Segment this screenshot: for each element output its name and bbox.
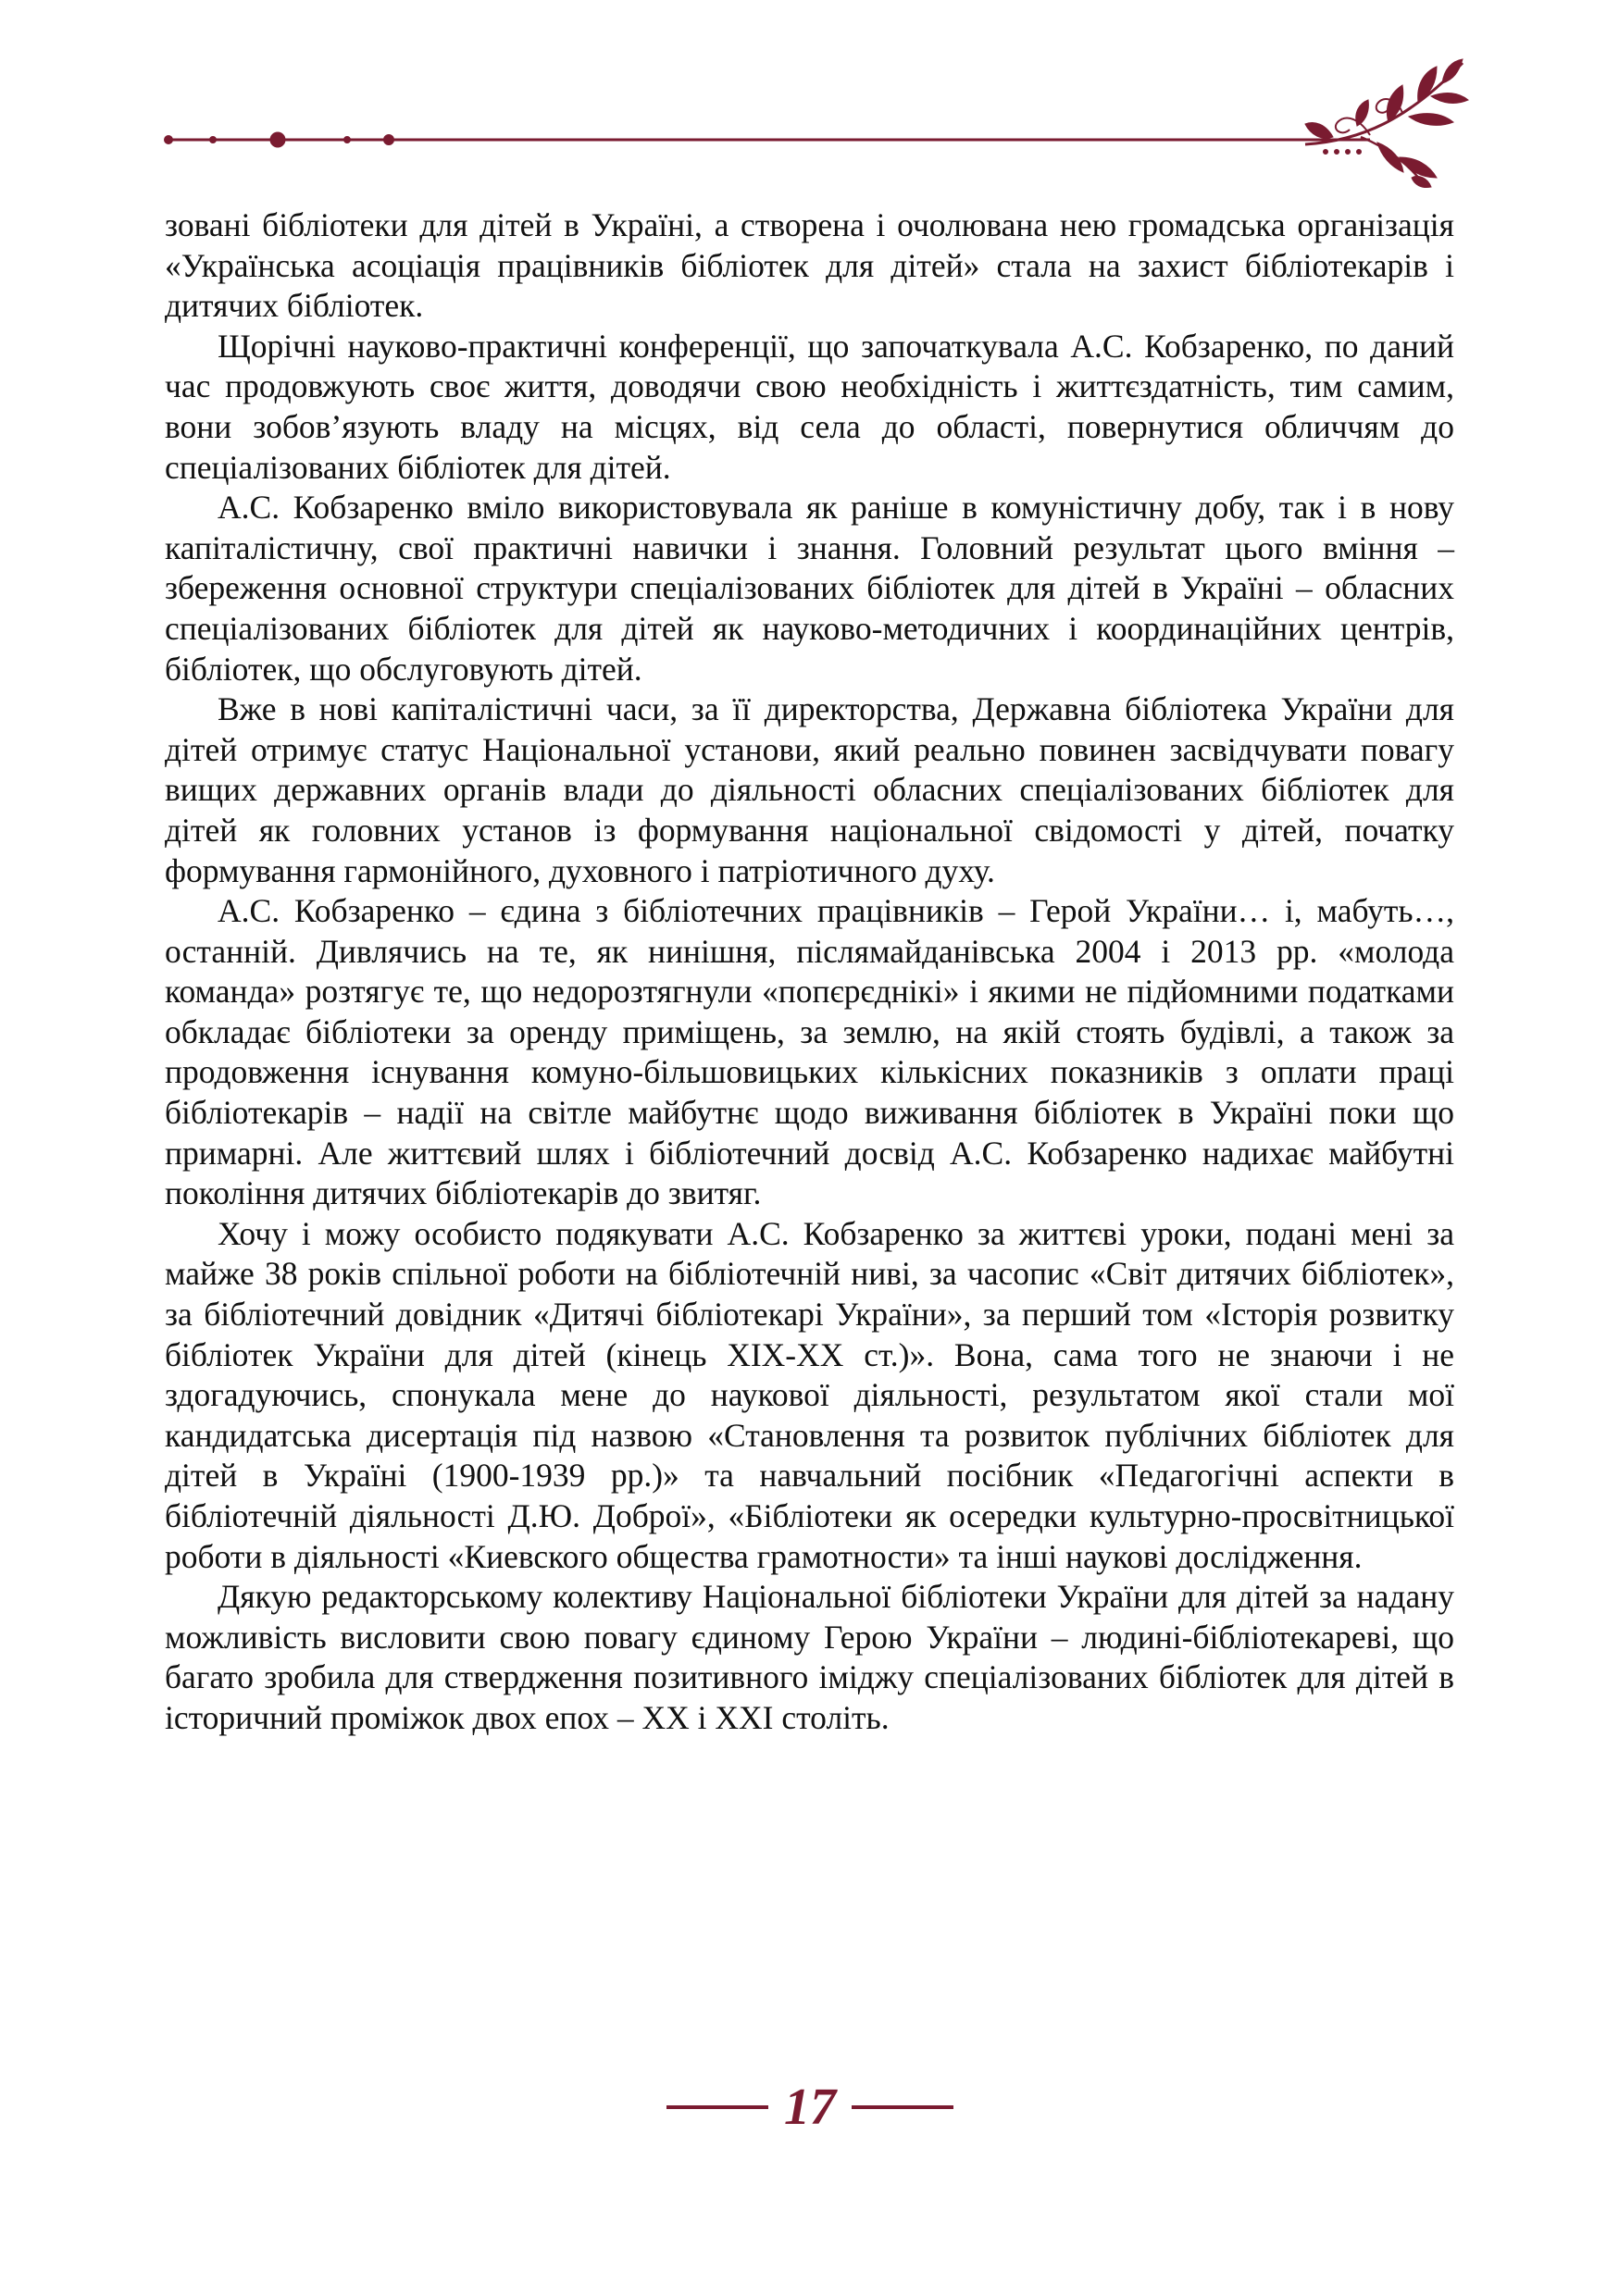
article-body <box>165 205 1454 1739</box>
paragraph: Щорічні науково-практичні конференції, що започаткувала А.С. Кобзаренко, по даний час продовжують своє життя, доводячи свою необхідність і життєздатність, тим самим, вони зобов’язують владу на місцях, від села до області, повернутися обличчям до спеціалізованих бібліотек для дітей. <box>165 327 1454 486</box>
paragraph: Вже в нові капіталістичні часи, за її директорства, Державна бібліотека України для дітей отримує статус Національної установи, який реально повинен засвідчувати повагу вищих державних органів влади до діяльності обласних спеціалізованих бібліотек для дітей як головних установ із формування національної свідомості у дітей, початку формування гармонійного, духовного і патріотичного духу. <box>165 690 1454 889</box>
floral-header-ornament <box>157 56 1472 194</box>
footer-rule-right <box>852 2105 953 2109</box>
footer-rule-left <box>666 2105 768 2109</box>
paragraph: Дякую редакторському колективу Національної бібліотеки України для дітей за надану можливість висловити свою повагу єдиному Герою України – людині-бібліотекареві, що багато зробила для ствердження позитивного іміджу спеціалізованих бібліотек для дітей в історичний проміжок двох епох – ХХ і ХХІ століть. <box>165 1578 1454 1736</box>
paragraph: А.С. Кобзаренко – єдина з бібліотечних працівників – Герой України… і, мабуть…, останній. Дивлячись на те, як нинішня, післямайданівська 2004 і 2013 рр. «молода команда» розтягує те, що недорозтягнули «попєрєднікі» і якими не підйомними податками обкладає бібліотеки за оренду приміщень, за землю, на якій стоять будівлі, а також за продовження існування комуно-більшовицьких кількісних показників з оплати праці бібліотекарів – надії на світле майбутнє щодо виживання бібліотек в Україні поки що примарні. Але життєвий шлях і бібліотечний досвід А.С. Кобзаренко надихає майбутні покоління дитячих бібліотекарів до звитяг. <box>165 892 1454 1212</box>
page-number: 17 <box>784 2079 836 2136</box>
page-footer <box>666 2068 953 2152</box>
paragraph: А.С. Кобзаренко вміло використовувала як раніше в комуністичну добу, так і в нову капіталістичну, свої практичні навички і знання. Головний результат цього вміння – збереження основної структури спеціалізованих бібліотек для дітей в Україні – обласних спеціалізованих бібліотек для дітей як науково-методичних і координаційних центрів, бібліотек, що обслуговують дітей. <box>165 489 1454 688</box>
paragraph: Хочу і можу особисто подякувати А.С. Кобзаренко за життєві уроки, подані мені за майже 38 років спільної роботи на бібліотечній ниві, за часопис «Світ дитячих бібліотек», за бібліотечний довідник «Дитячі бібліотекарі України», за перший том «Історія розвитку бібліотек України для дітей (кінець ХІХ-ХХ ст.)». Вона, сама того не знаючи і не здогадуючись, спонукала мене до наукової діяльності, результатом якої стали мої кандидатська дисертація під назвою «Становлення та розвиток публічних бібліотек для дітей в Україні (1900-1939 рр.)» та навчальний посібник «Педагогічні аспекти в бібліотечній діяльності Д.Ю. Доброї», «Бібліотеки як осередки культурно-просвітницької роботи в діяльності «Киевского общества грамотности» та інші наукові дослідження. <box>165 1214 1454 1575</box>
paragraph: зовані бібліотеки для дітей в Україні, а створена і очолювана нею громадська організація «Українська асоціація працівників бібліотек для дітей» стала на захист бібліотекарів і дитячих бібліотек. <box>165 206 1454 325</box>
